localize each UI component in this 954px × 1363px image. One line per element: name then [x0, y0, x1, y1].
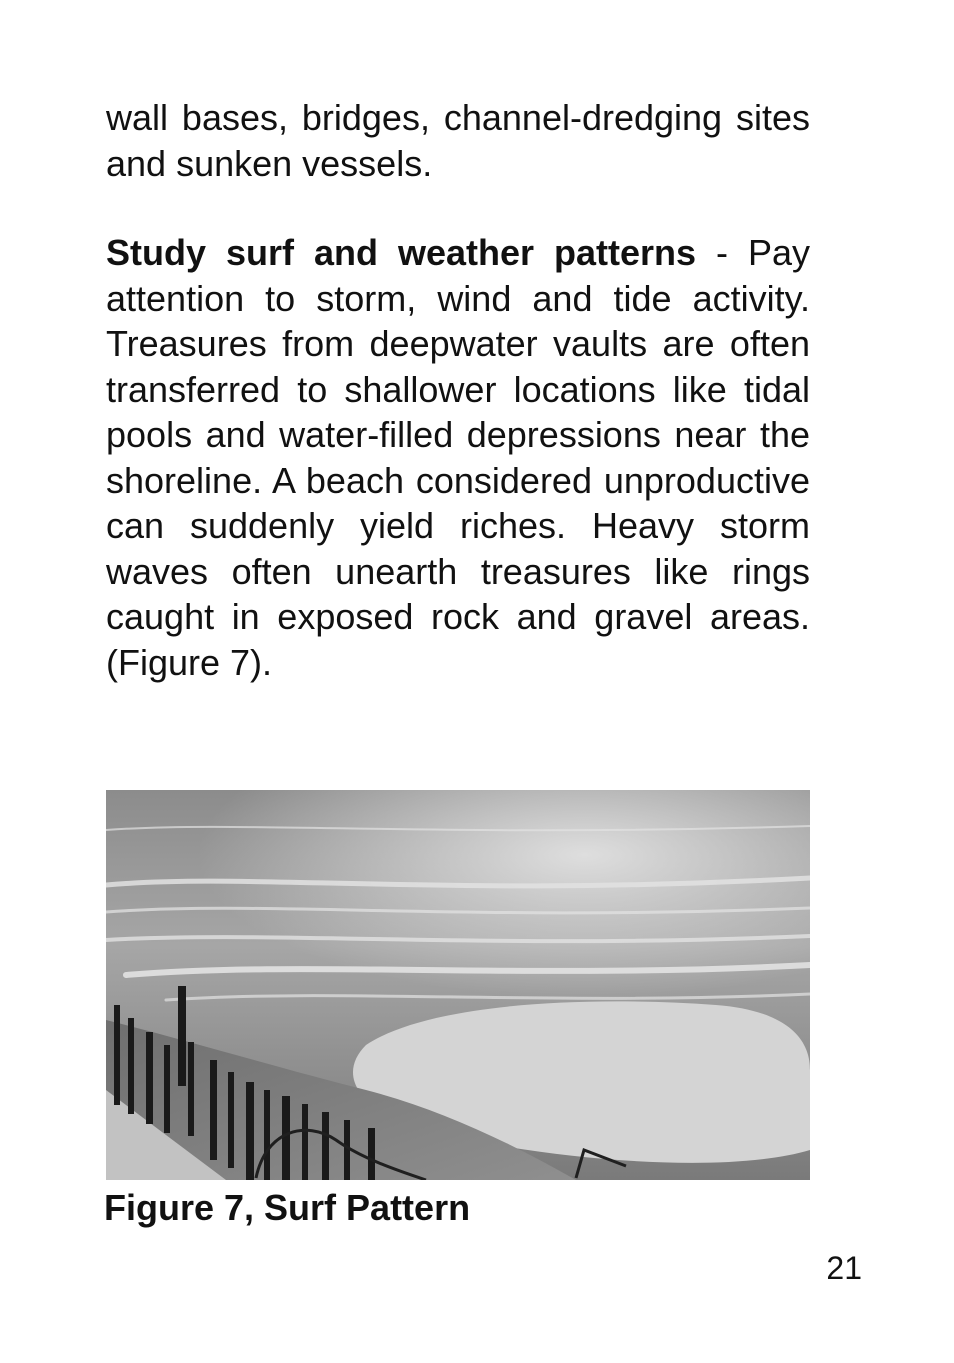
surf-pattern-photo — [106, 790, 810, 1180]
beach-surf-illustration — [106, 790, 810, 1180]
paragraph-text: wall bases, bridges, channel-dredging sites and sunken vessels. — [106, 97, 810, 184]
figure-caption: Figure 7, Surf Pattern — [104, 1187, 471, 1228]
paragraph-intro-continued — [106, 95, 810, 186]
page-number: 21 — [826, 1250, 862, 1286]
paragraph-lead-heading: Study surf and weather patterns — [106, 232, 697, 273]
paragraph-text: - Pay attention to storm, wind and tide activity. Treasures from deepwater vaults are often transferred to shallower locations like tidal pools and water-filled depressions near the shoreline. A beach considered unproductive can suddenly yield riches. Heavy storm waves often unearth treasures like rings caught in exposed rock and gravel areas. (Figure 7). — [106, 232, 810, 683]
paragraph-surf-weather — [106, 230, 810, 685]
